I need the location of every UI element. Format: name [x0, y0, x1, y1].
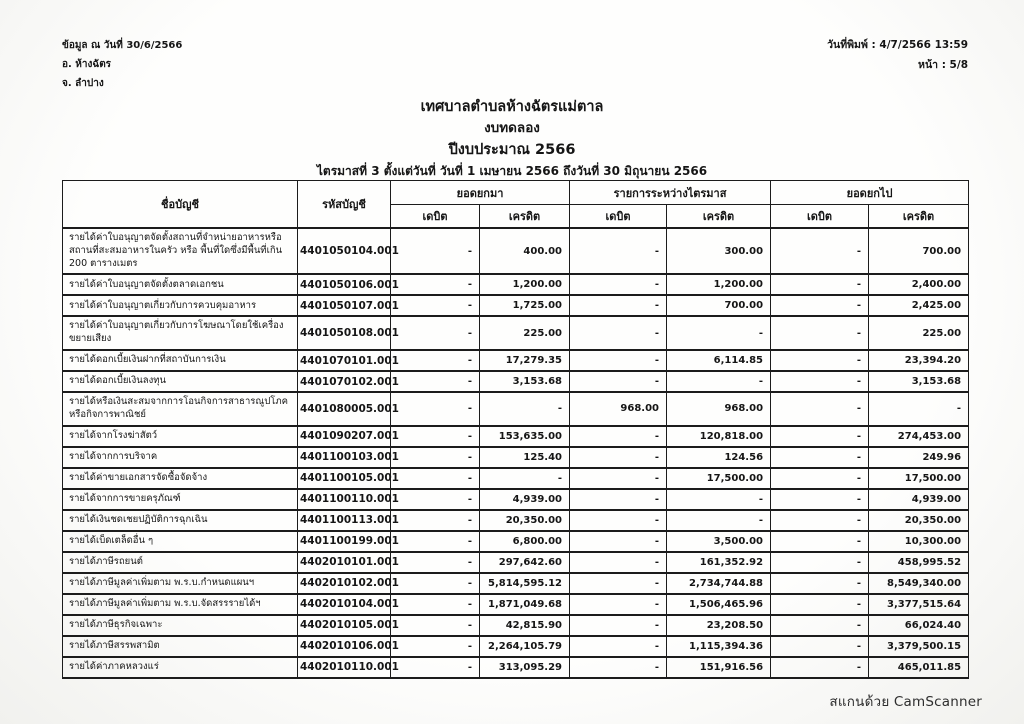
cf-debit-cell: -	[771, 350, 869, 371]
q-debit-cell: -	[570, 531, 667, 552]
q-debit-cell: -	[570, 274, 667, 295]
page-number: หน้า : 5/8	[918, 58, 968, 71]
q-debit-cell: -	[570, 350, 667, 371]
bf-debit-cell: -	[391, 573, 480, 594]
q-debit-cell: -	[570, 489, 667, 510]
fiscal-year-title: ปีงบประมาณ 2566	[448, 142, 576, 159]
col-header-account-name: ชื่อบัญชี	[63, 181, 298, 229]
q-debit-cell: -	[570, 371, 667, 392]
account-name-cell: รายได้จากการขายครุภัณฑ์	[63, 489, 298, 510]
account-code-cell: 4401090207.001	[298, 426, 391, 447]
q-credit-cell: 120,818.00	[667, 426, 771, 447]
bf-debit-cell: -	[391, 426, 480, 447]
account-code-cell: 4401100199.001	[298, 531, 391, 552]
q-credit-cell: 700.00	[667, 295, 771, 316]
table-row	[63, 657, 969, 678]
account-name-cell: รายได้หรือเงินสะสมจากการโอนกิจการสาธารณูปโภคหรือกิจการพาณิชย์	[63, 392, 298, 426]
cf-credit-cell: 20,350.00	[869, 510, 969, 531]
bf-debit-cell: -	[391, 531, 480, 552]
account-code-cell: 4401050107.001	[298, 295, 391, 316]
cf-debit-cell: -	[771, 228, 869, 274]
bf-credit-cell: 1,871,049.68	[480, 594, 570, 615]
bf-debit-cell: -	[391, 295, 480, 316]
cf-debit-cell: -	[771, 447, 869, 468]
cf-credit-cell: 10,300.00	[869, 531, 969, 552]
cf-debit-cell: -	[771, 316, 869, 350]
account-code-cell: 4401050106.001	[298, 274, 391, 295]
q-debit-cell: -	[570, 468, 667, 489]
q-credit-cell: 300.00	[667, 228, 771, 274]
q-credit-cell: 161,352.92	[667, 552, 771, 573]
document-titles	[0, 96, 1024, 180]
account-name-cell: รายได้ดอกเบี้ยเงินฝากที่สถาบันการเงิน	[63, 350, 298, 371]
bf-credit-cell: 2,264,105.79	[480, 636, 570, 657]
q-credit-cell: 17,500.00	[667, 468, 771, 489]
q-debit-cell: -	[570, 636, 667, 657]
table-row	[63, 573, 969, 594]
quarter-period-title: ไตรมาสที่ 3 ตั้งแต่วันที่ วันที่ 1 เมษายน 2566 ถึงวันที่ 30 มิถุนายน 2566	[316, 163, 708, 178]
cf-credit-cell: 2,425.00	[869, 295, 969, 316]
bf-credit-cell: 20,350.00	[480, 510, 570, 531]
cf-debit-cell: -	[771, 615, 869, 636]
bf-debit-cell: -	[391, 552, 480, 573]
cf-credit-cell: -	[869, 392, 969, 426]
col-group-brought-forward: ยอดยกมา	[391, 181, 570, 205]
account-name-cell: รายได้ภาษีมูลค่าเพิ่มตาม พ.ร.บ.จัดสรรรายได้ฯ	[63, 594, 298, 615]
col-header-account-code: รหัสบัญชี	[298, 181, 391, 229]
col-group-carried-forward: ยอดยกไป	[771, 181, 969, 205]
account-code-cell: 4401070102.001	[298, 371, 391, 392]
cf-credit-cell: 225.00	[869, 316, 969, 350]
q-debit-cell: -	[570, 594, 667, 615]
table-row	[63, 594, 969, 615]
q-debit-cell: -	[570, 228, 667, 274]
account-name-cell: รายได้ค่าใบอนุญาตจัดตั้งสถานที่จำหน่ายอาหารหรือสถานที่สะสมอาหารในครัว หรือ พื้นที่ใดซึ่งมีพื้นที่เกิน 200 ตารางเมตร	[63, 228, 298, 274]
q-credit-cell: 3,500.00	[667, 531, 771, 552]
q-debit-cell: -	[570, 573, 667, 594]
account-name-cell: รายได้ค่าใบอนุญาตเกี่ยวกับการควบคุมอาหาร	[63, 295, 298, 316]
bf-debit-cell: -	[391, 228, 480, 274]
account-name-cell: รายได้ค่าขายเอกสารจัดซื้อจัดจ้าง	[63, 468, 298, 489]
account-code-cell: 4401050108.001	[298, 316, 391, 350]
account-code-cell: 4401070101.001	[298, 350, 391, 371]
table-header	[63, 181, 969, 229]
bf-credit-cell: 400.00	[480, 228, 570, 274]
q-credit-cell: 124.56	[667, 447, 771, 468]
table-row	[63, 447, 969, 468]
col-header-bf-credit: เครดิต	[480, 205, 570, 229]
bf-credit-cell: 225.00	[480, 316, 570, 350]
table-row	[63, 468, 969, 489]
col-header-bf-debit: เดบิต	[391, 205, 480, 229]
cf-credit-cell: 3,379,500.15	[869, 636, 969, 657]
municipality-title: เทศบาลตำบลห้างฉัตรแม่ตาล	[420, 99, 604, 115]
table-row	[63, 636, 969, 657]
q-debit-cell: -	[570, 316, 667, 350]
bf-debit-cell: -	[391, 447, 480, 468]
col-header-cf-debit: เดบิต	[771, 205, 869, 229]
cf-credit-cell: 4,939.00	[869, 489, 969, 510]
account-name-cell: รายได้ค่าใบอนุญาตจัดตั้งตลาดเอกชน	[63, 274, 298, 295]
account-code-cell: 4402010102.001	[298, 573, 391, 594]
cf-credit-cell: 17,500.00	[869, 468, 969, 489]
account-code-cell: 4401100105.001	[298, 468, 391, 489]
q-debit-cell: -	[570, 615, 667, 636]
q-credit-cell: -	[667, 489, 771, 510]
cf-debit-cell: -	[771, 531, 869, 552]
account-name-cell: รายได้ภาษีรถยนต์	[63, 552, 298, 573]
bf-credit-cell: 42,815.90	[480, 615, 570, 636]
cf-credit-cell: 700.00	[869, 228, 969, 274]
account-name-cell: รายได้ค่าภาคหลวงแร่	[63, 657, 298, 678]
bf-debit-cell: -	[391, 489, 480, 510]
bf-credit-cell: 3,153.68	[480, 371, 570, 392]
q-credit-cell: 1,200.00	[667, 274, 771, 295]
cf-debit-cell: -	[771, 489, 869, 510]
account-code-cell: 4401100113.001	[298, 510, 391, 531]
table-row	[63, 510, 969, 531]
q-credit-cell: -	[667, 371, 771, 392]
cf-credit-cell: 8,549,340.00	[869, 573, 969, 594]
q-credit-cell: 151,916.56	[667, 657, 771, 678]
table-row	[63, 426, 969, 447]
print-date: วันที่พิมพ์ : 4/7/2566 13:59	[827, 39, 968, 51]
q-credit-cell: -	[667, 316, 771, 350]
q-debit-cell: -	[570, 510, 667, 531]
cf-debit-cell: -	[771, 274, 869, 295]
account-name-cell: รายได้ค่าใบอนุญาตเกี่ยวกับการโฆษณาโดยใช้เครื่องขยายเสียง	[63, 316, 298, 350]
trial-balance-table-wrap	[62, 180, 969, 679]
trial-balance-table	[62, 180, 969, 679]
q-credit-cell: 1,506,465.96	[667, 594, 771, 615]
bf-debit-cell: -	[391, 274, 480, 295]
table-row	[63, 274, 969, 295]
account-code-cell: 4402010101.001	[298, 552, 391, 573]
col-header-q-debit: เดบิต	[570, 205, 667, 229]
table-row	[63, 531, 969, 552]
bf-credit-cell: -	[480, 392, 570, 426]
account-name-cell: รายได้ภาษีสรรพสามิต	[63, 636, 298, 657]
cf-debit-cell: -	[771, 510, 869, 531]
bf-credit-cell: 1,725.00	[480, 295, 570, 316]
bf-debit-cell: -	[391, 371, 480, 392]
account-code-cell: 4402010105.001	[298, 615, 391, 636]
q-debit-cell: -	[570, 657, 667, 678]
cf-credit-cell: 66,024.40	[869, 615, 969, 636]
q-debit-cell: 968.00	[570, 392, 667, 426]
bf-credit-cell: 313,095.29	[480, 657, 570, 678]
district-label: อ. ห้างฉัตร	[62, 59, 112, 70]
account-name-cell: รายได้ภาษีธุรกิจเฉพาะ	[63, 615, 298, 636]
table-row	[63, 228, 969, 274]
account-code-cell: 4402010106.001	[298, 636, 391, 657]
print-meta-block	[827, 36, 968, 76]
q-credit-cell: 2,734,744.88	[667, 573, 771, 594]
cf-debit-cell: -	[771, 295, 869, 316]
q-credit-cell: -	[667, 510, 771, 531]
account-code-cell: 4401100110.001	[298, 489, 391, 510]
account-table-body	[63, 228, 969, 678]
bf-debit-cell: -	[391, 316, 480, 350]
cf-debit-cell: -	[771, 657, 869, 678]
q-debit-cell: -	[570, 426, 667, 447]
bf-credit-cell: 1,200.00	[480, 274, 570, 295]
account-name-cell: รายได้ภาษีมูลค่าเพิ่มตาม พ.ร.บ.กำหนดแผนฯ	[63, 573, 298, 594]
q-credit-cell: 1,115,394.36	[667, 636, 771, 657]
table-row	[63, 316, 969, 350]
bf-credit-cell: -	[480, 468, 570, 489]
cf-credit-cell: 3,153.68	[869, 371, 969, 392]
q-credit-cell: 968.00	[667, 392, 771, 426]
cf-debit-cell: -	[771, 371, 869, 392]
col-header-cf-credit: เครดิต	[869, 205, 969, 229]
account-name-cell: รายได้จากโรงฆ่าสัตว์	[63, 426, 298, 447]
table-row	[63, 615, 969, 636]
q-debit-cell: -	[570, 447, 667, 468]
cf-debit-cell: -	[771, 552, 869, 573]
report-type-title: งบทดลอง	[484, 120, 540, 137]
account-name-cell: รายได้ดอกเบี้ยเงินลงทุน	[63, 371, 298, 392]
bf-debit-cell: -	[391, 594, 480, 615]
col-group-during-quarter: รายการระหว่างไตรมาส	[570, 181, 771, 205]
province-label: จ. ลำปาง	[62, 78, 104, 89]
cf-debit-cell: -	[771, 468, 869, 489]
table-row	[63, 552, 969, 573]
table-row	[63, 295, 969, 316]
bf-credit-cell: 4,939.00	[480, 489, 570, 510]
cf-debit-cell: -	[771, 636, 869, 657]
cf-credit-cell: 249.96	[869, 447, 969, 468]
account-name-cell: รายได้เบ็ดเตล็ดอื่น ๆ	[63, 531, 298, 552]
table-row	[63, 350, 969, 371]
account-name-cell: รายได้เงินชดเชยปฏิบัติการฉุกเฉิน	[63, 510, 298, 531]
data-as-of-date: ข้อมูล ณ วันที่ 30/6/2566	[62, 40, 183, 51]
bf-credit-cell: 17,279.35	[480, 350, 570, 371]
account-code-cell: 4401050104.001	[298, 228, 391, 274]
cf-credit-cell: 2,400.00	[869, 274, 969, 295]
cf-debit-cell: -	[771, 426, 869, 447]
bf-debit-cell: -	[391, 392, 480, 426]
bf-debit-cell: -	[391, 350, 480, 371]
account-code-cell: 4401080005.001	[298, 392, 391, 426]
cf-debit-cell: -	[771, 392, 869, 426]
bf-debit-cell: -	[391, 510, 480, 531]
account-code-cell: 4401100103.001	[298, 447, 391, 468]
cf-debit-cell: -	[771, 594, 869, 615]
account-name-cell: รายได้จากการบริจาค	[63, 447, 298, 468]
bf-credit-cell: 5,814,595.12	[480, 573, 570, 594]
bf-credit-cell: 297,642.60	[480, 552, 570, 573]
q-debit-cell: -	[570, 295, 667, 316]
table-row	[63, 371, 969, 392]
bf-credit-cell: 125.40	[480, 447, 570, 468]
cf-credit-cell: 465,011.85	[869, 657, 969, 678]
cf-credit-cell: 3,377,515.64	[869, 594, 969, 615]
cf-credit-cell: 458,995.52	[869, 552, 969, 573]
cf-credit-cell: 23,394.20	[869, 350, 969, 371]
bf-debit-cell: -	[391, 615, 480, 636]
bf-credit-cell: 153,635.00	[480, 426, 570, 447]
bf-debit-cell: -	[391, 657, 480, 678]
account-code-cell: 4402010104.001	[298, 594, 391, 615]
cf-debit-cell: -	[771, 573, 869, 594]
bf-debit-cell: -	[391, 636, 480, 657]
bf-credit-cell: 6,800.00	[480, 531, 570, 552]
table-row	[63, 489, 969, 510]
col-header-q-credit: เครดิต	[667, 205, 771, 229]
q-credit-cell: 6,114.85	[667, 350, 771, 371]
account-code-cell: 4402010110.001	[298, 657, 391, 678]
q-debit-cell: -	[570, 552, 667, 573]
bf-debit-cell: -	[391, 468, 480, 489]
q-credit-cell: 23,208.50	[667, 615, 771, 636]
table-row	[63, 392, 969, 426]
camscanner-watermark: สแกนด้วย CamScanner	[829, 694, 982, 710]
report-meta-block	[62, 36, 182, 93]
cf-credit-cell: 274,453.00	[869, 426, 969, 447]
